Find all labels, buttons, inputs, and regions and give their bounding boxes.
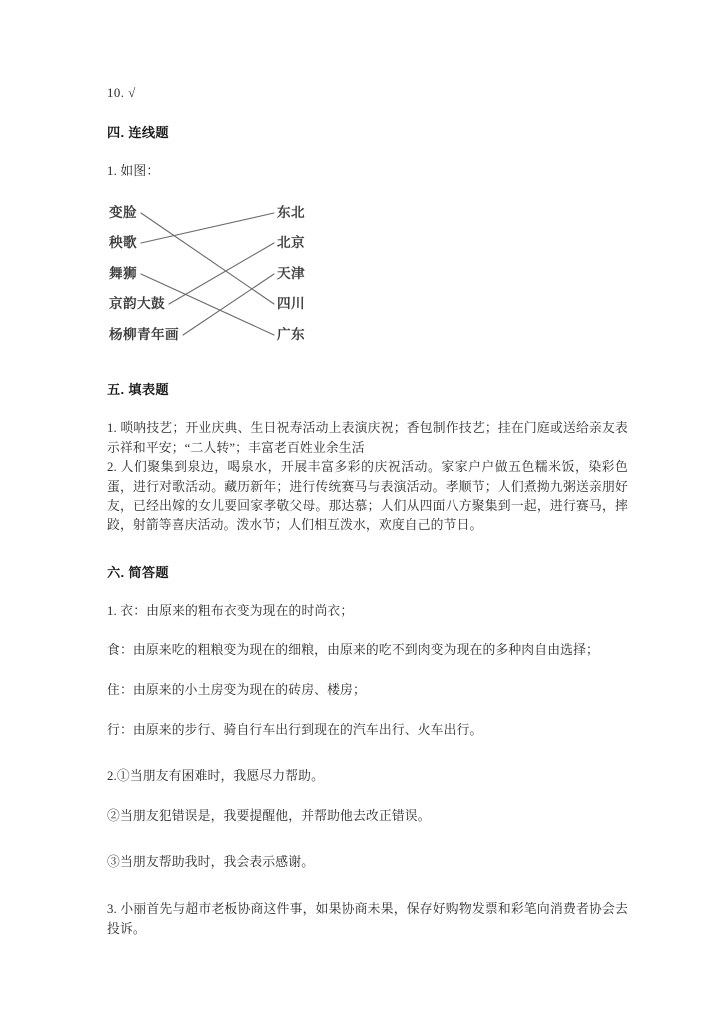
spacer: [107, 661, 628, 681]
spacer: [107, 103, 628, 123]
matching-line-变脸-四川: [141, 213, 274, 304]
section-four-question-1: 1. 如图：: [107, 164, 160, 178]
matching-right-item-1[interactable]: 北京: [277, 235, 305, 250]
section-six-answer-2a: 2.①当朋友有困难时，我愿尽力帮助。: [107, 769, 325, 784]
matching-line-京韵大鼓-北京: [169, 243, 274, 304]
section-six-answer-2c: ③当朋友帮助我时，我会表示感谢。: [107, 855, 315, 870]
section-heading-four: 四. 连线题: [107, 125, 169, 140]
matching-right-item-3[interactable]: 四川: [277, 296, 305, 311]
spacer: [107, 399, 628, 419]
matching-diagram: [109, 201, 439, 353]
spacer: [107, 181, 628, 201]
spacer: [107, 142, 628, 162]
spacer: [107, 621, 628, 641]
section-six-answer-1-housing: 住：由原来的小土房变为现在的砖房、楼房；: [107, 683, 366, 697]
spacer: [107, 353, 628, 380]
matching-line-秧歌-东北: [141, 213, 274, 243]
section-six-answer-3: 3. 小丽首先与超市老板协商这件事，如果协商未果，保存好购物发票和彩笔向消费者协会去投诉。: [107, 901, 628, 936]
matching-left-item-2[interactable]: 舞狮: [109, 266, 137, 281]
spacer: [107, 701, 628, 721]
section-six-answer-1-clothing: 1. 衣：由原来的粗布衣变为现在的时尚衣；: [107, 603, 354, 618]
matching-left-item-4[interactable]: 杨柳青年画: [109, 327, 179, 342]
matching-right-item-0[interactable]: 东北: [277, 205, 305, 220]
spacer: [107, 787, 628, 807]
answer-item-10: 10. √: [107, 86, 136, 100]
section-six-answer-1-food: 食：由原来吃的粗粮变为现在的细粮，由原来的吃不到肉变为现在的多种肉自由选择；: [107, 643, 599, 658]
section-heading-five: 五. 填表题: [107, 382, 169, 397]
spacer: [107, 873, 628, 900]
matching-right-item-2[interactable]: 天津: [277, 266, 305, 281]
spacer: [107, 740, 628, 767]
section-heading-six: 六. 简答题: [107, 564, 169, 580]
matching-line-杨柳青年画-天津: [183, 274, 274, 335]
matching-left-item-3[interactable]: 京韵大鼓: [109, 296, 165, 311]
spacer: [107, 826, 628, 853]
section-six-answer-1-transport: 行：由原来的步行、骑自行车出行到现在的汽车出行、火车出行。: [107, 722, 483, 737]
matching-left-item-0[interactable]: 变脸: [109, 205, 137, 220]
spacer: [107, 536, 628, 563]
page-content: [107, 84, 628, 939]
section-five-answer-1: 1. 唢呐技艺；开业庆典、生日祝寿活动上表演庆祝；香包制作技艺；挂在门庭或送给亲友表示祥和平安；“二人转”；丰富老百姓业余生活: [107, 421, 628, 455]
matching-right-item-4[interactable]: 广东: [277, 327, 305, 342]
spacer: [107, 582, 628, 602]
section-five-answer-2: 2. 人们聚集到泉边，喝泉水，开展丰富多彩的庆祝活动。家家户户做五色糯米饭，染彩色蛋，进行对歌活动。藏历新年；进行传统赛马与表演活动。孝顺节；人们煮拗九粥送亲朋好友，已经出嫁的女儿要回家孝敬父母。那达慕；人们从四面八方聚集到一起，进行赛马，摔跤，射箭等喜庆活动。泼水节；人们相互泼水，欢度自己的节日。: [107, 460, 628, 533]
matching-left-item-1[interactable]: 秧歌: [109, 235, 137, 250]
section-six-answer-2b: ②当朋友犯错误是，我要提醒他，并帮助他去改正错误。: [107, 808, 431, 823]
